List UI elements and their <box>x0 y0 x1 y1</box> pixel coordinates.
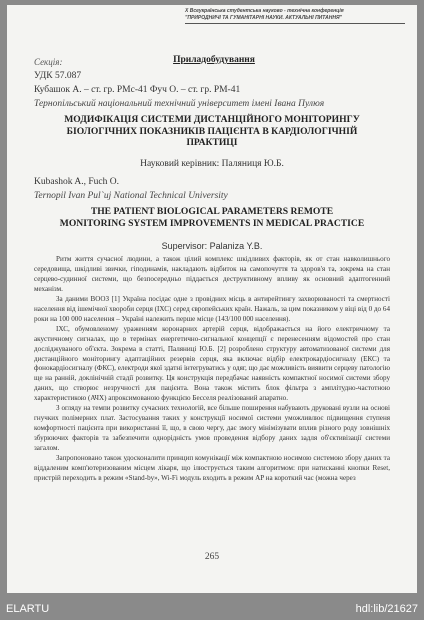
university-ukrainian: Тернопільський національний технічний університет імені Івана Пулюя <box>34 99 325 109</box>
authors-english: Kubashok A., Fuch O. <box>34 177 119 187</box>
title-en-line: THE PATIENT BIOLOGICAL PARAMETERS REMOTE <box>90 206 334 217</box>
title-uk-line: МОДИФІКАЦІЯ СИСТЕМИ ДИСТАНЦІЙНОГО МОНІТОРИНГУ <box>64 114 360 125</box>
title-ukrainian <box>47 114 377 149</box>
body-text <box>34 255 390 484</box>
paragraph: За даними ВООЗ [1] Україна посідає одне з провідних місць в антирейтингу захворюваності та смертності населення від ішемічної хвороби серця (ІХС) серед європейських країн. Нажаль, за цим показником у віці від 0 до 64 роки на 100 000 населення – Україні належить перше місце (143/100 000 населення). <box>34 294 390 323</box>
supervisor-english: Supervisor: Palaniza Y.B. <box>161 241 263 251</box>
conference-line-1: X Всеукраїнська студентська науково - технічна конференція <box>185 8 344 14</box>
paragraph: Запропоновано також удосконалити принцип комунікації між компактною носимою системою збору даних та віддаленим комп'ютеризованим місцем лікаря, що ілюструється таким алгоритмом: при натисканні кнопки Reset, пристрій переходить в режим «Stand-by», Wi-Fi модуль входить в режим AP на короткий час (можна через <box>34 454 390 482</box>
section-label: Секція: <box>34 57 63 67</box>
title-english <box>47 206 377 229</box>
section-line <box>34 55 394 69</box>
conference-header <box>185 8 405 24</box>
page-number: 265 <box>204 552 220 562</box>
paragraph: ІХС, обумовленому ураженням коронарних артерій серця, відображається на його електричному та акустичному сигналах, що в термінах енергетично-сигнальної концепції є перенесенням відомостей про стан досліджуваного об'єкта. Зокрема в статті, Паляниці Ю.Б. [2] розроблено структуру автоматизованої системи для дистанційного моніторингу адаптаційних резервів серця, яка включає відбір електрокардіосигналу (ЕКС) та фонокардіосигналу (ФКС), електроди якої здатні інтегруватись у одяг, що дає можливість виявити серцеву патологію ще на ранній, доклінічній стадії розвитку. Ця конструкція передбачає наявність компактної носимої системи збору даних, що створює незручності для пацієнта. Вона також містить блок фільтра з амплітудно-частотною характеристикою (АЧХ) апроксимованою функцією Бесселя реалізований апаратно. <box>34 324 390 403</box>
repository-label: ELARTU <box>6 603 50 615</box>
paragraph: З огляду на темпи розвитку сучасних технологій, все більше поширення набувають друковані вузли на основі гнучких полімерних плат. Застосування таких у конструкції носимої системи уможливлює підвищення ступеня комфортності пацієнта при використанні її, що, в свою чергу, дає змогу мінімізувати вплив різного роду зовнішніх збурюючих факторів та забезпечити однорідність умов проведення відбору даних задля об'єктивізації системи загалом. <box>34 404 390 453</box>
handle-identifier: hdl:lib/21627 <box>355 603 418 615</box>
title-en-line: MONITORING SYSTEM IMPROVEMENTS IN MEDICAL PRACTICE <box>59 217 365 229</box>
supervisor-ukrainian: Науковий керівник: Паляниця Ю.Б. <box>140 159 284 169</box>
udc-code: УДК 57.087 <box>34 71 82 81</box>
title-uk-line: БІОЛОГІЧНИХ ПОКАЗНИКІВ ПАЦІЄНТА В КАРДІОЛОГІЧНІЙ <box>66 125 358 137</box>
title-uk-line: ПРАКТИЦІ <box>186 137 238 148</box>
paragraph: Ритм життя сучасної людини, а також цілий комплекс шкідливих факторів, як от стан навколишнього середовища, шкідливі звички, гіподинамія, накладають відбиток на самопочуття та здоров'я та, зокрема на стан серцево-судинної системи, що безпосередньо піддається деструктивному впливу як основний адаптогенний механізм. <box>34 255 390 293</box>
authors-ukrainian: Кубашок А. – ст. гр. РМс-41 Фуч О. – ст. гр. РМ-41 <box>34 85 241 95</box>
footer-bar <box>0 600 424 618</box>
document-page <box>7 5 417 593</box>
section-name: Приладобудування <box>173 55 255 65</box>
conference-line-2: "ПРИРОДНИЧІ ТА ГУМАНІТАРНІ НАУКИ. АКТУАЛЬНІ ПИТАННЯ" <box>185 14 342 21</box>
university-english: Ternopil Ivan Pul`uj National Technical University <box>34 191 228 201</box>
